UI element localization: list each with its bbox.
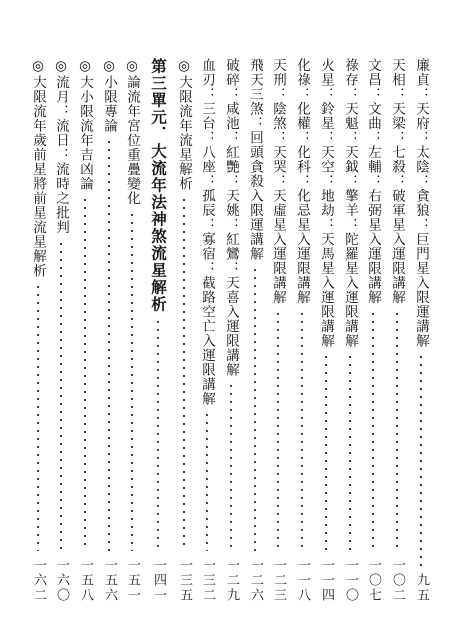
toc-entry-title: 化祿：化權：化科：化忌星入運限講解 [294,58,310,305]
toc-entry [244,58,266,603]
toc-entry-title: ◎大小限流年吉凶論 [77,58,93,191]
toc-section-heading [146,58,170,603]
dot-leader [37,283,39,551]
toc-entry [220,58,242,603]
toc-entry-title: ◎大限流年歲前星將前星流星解析 [30,58,46,278]
toc-entry [173,58,195,603]
toc-entry [27,58,49,603]
toc-entry-page: 一〇七 [366,558,381,603]
toc-entry [362,58,384,603]
toc-entry-page: 一〇二 [390,558,405,603]
toc-entry-title: 天刑：陰煞：天哭：天虛星入運限講解 [270,58,286,305]
toc-entry-page: 一一四 [319,558,334,603]
dot-leader [325,353,327,551]
toc-entry-title: 天相：天梁：七殺：破軍星入運限講解 [389,58,405,305]
toc-entry [98,58,120,603]
toc-entry-page: 一五八 [78,558,93,603]
toc-entry-page: 一二三 [271,558,286,603]
toc-entry-page: 一二六 [248,558,263,603]
toc-entry-title: 廉貞：天府：太陰：貪狼：巨門星入限運講解 [413,58,429,348]
toc-entry-page: 一三五 [177,558,192,603]
toc-entry-title: 血刃：三台：八座：孤辰：寡宿：截路空亡入運限講解 [199,58,215,406]
toc-entry [315,58,337,603]
toc-entry-page: 一一〇 [343,558,358,603]
toc-entry-page: 一四一 [151,558,166,603]
toc-entry [74,58,96,603]
dot-leader [420,353,422,566]
toc-entry-title: ◎流月：流日：流時之批判 [53,58,69,235]
section-heading-title: 第三單元．大流年法神煞流星解析 [149,58,168,313]
toc-entry [50,58,72,603]
toc-entry-title: ◎大限流年流星解析 [176,58,192,191]
toc-entry-page: 九五 [414,573,429,603]
toc-entry-title: 飛天三煞：回頭貪殺入限運講解 [247,58,263,261]
dot-leader [372,310,374,552]
dot-leader [60,240,62,552]
dot-leader [349,353,351,551]
toc-entry-title: ◎論流年宮位重疊變化 [124,58,140,206]
toc-entry [339,58,361,603]
toc-entry-page: 一六二 [31,558,46,603]
dot-leader [206,411,208,551]
toc-entry [121,58,143,603]
toc-entry-title: 文昌：文曲：左輔：右弼星入運限講解 [365,58,381,305]
dot-leader [131,211,133,552]
dot-leader [108,138,110,551]
toc-entry-page: 一二九 [224,558,239,603]
toc-entry-title: ◎小限專論 [101,58,117,133]
dot-leader [157,318,159,551]
dot-leader [277,310,279,552]
dot-leader [396,310,398,552]
dot-leader [230,382,232,551]
dot-leader [183,196,185,551]
dot-leader [254,266,256,551]
toc-entry [196,58,218,603]
toc-entry-title: 破碎：咸池：紅艷：天姚：紅鸞：天喜入運限講解 [223,58,239,377]
toc-entry-title: 祿存：天魁：天鉞：擎羊：陀羅星入運限講解 [342,58,358,348]
toc-entry-page: 一一八 [295,558,310,603]
toc-entry [410,58,432,603]
toc-entry [267,58,289,603]
dot-leader [301,310,303,552]
toc-entry-page: 一三二 [200,558,215,603]
toc-entry [386,58,408,603]
toc-entry-page: 一六〇 [54,558,69,603]
toc-entry-page: 一五六 [102,558,117,603]
dot-leader [84,196,86,551]
toc-entry [291,58,313,603]
toc-entry-title: 火星：鈴星：天空：地劫：天馬星入運限講解 [318,58,334,348]
toc-entry-page: 一五一 [125,558,140,603]
